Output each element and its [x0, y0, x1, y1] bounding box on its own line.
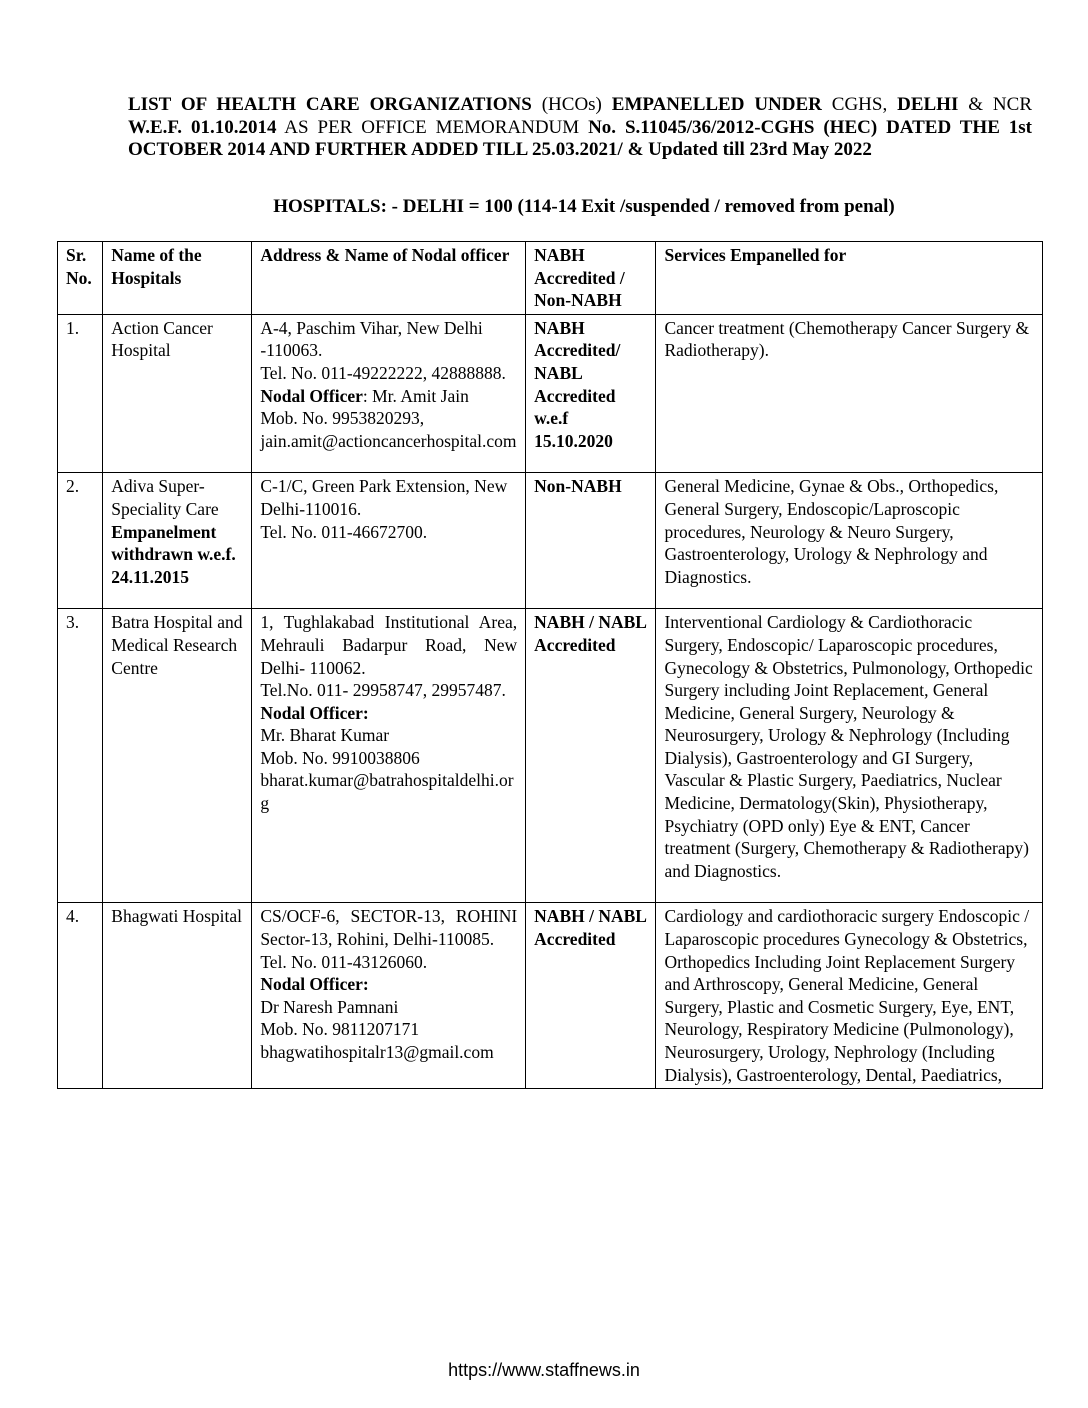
telephone: Tel. No. 011-49222222, 42888888. [260, 362, 506, 383]
title-part-6: & NCR [958, 94, 1032, 115]
nodal-officer-label: Nodal Officer: [260, 702, 369, 723]
row-sr-no: 2. [58, 473, 103, 609]
nodal-officer-label: Nodal Officer: [260, 974, 369, 995]
row-services: Cancer treatment (Chemotherapy Cancer Surgery & Radiotherapy). [656, 314, 1043, 473]
document-title [128, 94, 1032, 162]
mobile-number: Mob. No. 9811207171 [260, 1019, 420, 1040]
title-part-5: DELHI [897, 94, 959, 115]
header-sr-no: Sr. No. [58, 242, 103, 315]
nodal-officer-name: Mr. Bharat Kumar [260, 725, 390, 746]
row-nabh-status: Non-NABH [526, 473, 656, 609]
row-hospital-name [103, 903, 252, 1089]
nodal-officer-label: Nodal Officer [260, 385, 363, 406]
row-address [252, 903, 526, 1089]
title-part-4: CGHS, [821, 94, 898, 115]
address-text: 1, Tughlakabad Institutional Area, Mehrauli Badarpur Road, New Delhi- 110062. [260, 612, 518, 678]
address-text: C-1/C, Green Park Extension, New Delhi-110016. [260, 476, 508, 519]
address-text: A-4, Paschim Vihar, New Delhi -110063. [260, 317, 483, 361]
row-address [252, 609, 526, 903]
header-nabh: NABH Accredited / Non-NABH [526, 242, 656, 315]
hospital-name: Action Cancer Hospital [111, 317, 213, 361]
telephone: Tel.No. 011- 29958747, 29957487. [260, 680, 506, 701]
title-part-9: No. S.11045/36/2012-CGHS (HEC) DATED THE 1st OCTOBER 2014 AND FURTHER ADDED TILL 25.03.2021/ & Updated till 23rd May 2022 [128, 116, 1032, 160]
row-services: Interventional Cardiology & Cardiothoracic Surgery, Endoscopic/ Laparoscopic procedures, Gynecology & Obstetrics, Pulmonology, Orthopedic Surgery including Joint Replacement, General Medicine, General Surgery, Neurology & Neurosurgery, Urology & Nephrology (Including Dialysis), Gastroenterology and GI Surgery, Vascular & Plastic Surgery, Paediatrics, Nuclear Medicine, Dermatology(Skin), Physiotherapy, Psychiatry (OPD only) Eye & ENT, Cancer treatment (Surgery, Chemotherapy & Radiotherapy) and Diagnostics. [656, 609, 1043, 903]
row-hospital-name [103, 473, 252, 609]
row-services: Cardiology and cardiothoracic surgery Endoscopic / Laparoscopic procedures Gynecology & Obstetrics, Orthopedics Including Joint Replacement Surgery and Arthroscopy, General Medicine, General Surgery, Plastic and Cosmetic Surgery, Eye, ENT, Neurology, Respiratory Medicine (Pulmonology), Neurosurgery, Urology, Nephrology (Including Dialysis), Gastroenterology, Dental, Paediatrics, [656, 903, 1043, 1089]
nodal-officer-name: Dr Naresh Pamnani [260, 996, 399, 1017]
row-nabh-status: NABH / NABL Accredited [526, 903, 656, 1089]
row-hospital-name [103, 609, 252, 903]
row-address [252, 314, 526, 473]
table-header-row [58, 242, 1043, 315]
email-address: bhagwatihospitalr13@gmail.com [260, 1042, 494, 1062]
hospital-name: Adiva Super-Speciality Care [111, 476, 219, 519]
mobile-number: Mob. No. 9953820293, [260, 408, 425, 429]
row-address [252, 473, 526, 609]
table-row [58, 473, 1043, 609]
title-part-3: EMPANELLED UNDER [611, 94, 822, 115]
email-address: bharat.kumar@batrahospitaldelhi.org [260, 770, 514, 814]
title-part-1: LIST OF HEALTH CARE ORGANIZATIONS [128, 94, 532, 115]
row-sr-no: 4. [58, 903, 103, 1089]
hospital-name: Batra Hospital and Medical Research Centre [111, 612, 243, 678]
telephone: Tel. No. 011-46672700. [260, 521, 428, 542]
row-sr-no: 1. [58, 314, 103, 473]
title-part-7: W.E.F. 01.10.2014 [128, 116, 277, 138]
nodal-officer [260, 385, 517, 408]
hospitals-table [57, 241, 1043, 1089]
row-nabh-status: NABH Accredited/ NABL Accredited w.e.f 15.10.2020 [526, 314, 656, 473]
row-hospital-name [103, 314, 252, 473]
row-nabh-status: NABH / NABL Accredited [526, 609, 656, 903]
row-sr-no: 3. [58, 609, 103, 903]
title-part-8: AS PER OFFICE MEMORANDUM [276, 116, 589, 138]
hospital-name: Bhagwati Hospital [111, 906, 243, 927]
address-text: CS/OCF-6, SECTOR-13, ROHINI Sector-13, Rohini, Delhi-110085. [260, 906, 518, 950]
email-address: jain.amit@actioncancerhospital.com [260, 430, 517, 451]
title-part-2: (HCOs) [531, 94, 612, 115]
header-address: Address & Name of Nodal officer [252, 242, 526, 315]
mobile-number: Mob. No. 9910038806 [260, 747, 420, 768]
header-services: Services Empanelled for [656, 242, 1043, 315]
telephone: Tel. No. 011-43126060. [260, 951, 428, 972]
document-subtitle: HOSPITALS: - DELHI = 100 (114-14 Exit /suspended / removed from penal) [273, 196, 895, 217]
empanelment-note: Empanelment withdrawn w.e.f. 24.11.2015 [111, 521, 236, 587]
row-services: General Medicine, Gynae & Obs., Orthopedics, General Surgery, Endoscopic/Laproscopic procedures, Neurology & Neuro Surgery, Gastroenterology, Urology & Nephrology and Diagnostics. [656, 473, 1043, 609]
table-row [58, 314, 1043, 473]
table-row [58, 903, 1043, 1089]
footer-url: https://www.staffnews.in [448, 1360, 640, 1380]
table-row [58, 609, 1043, 903]
nodal-officer-name: : Mr. Amit Jain [362, 385, 469, 406]
header-hospital-name: Name of the Hospitals [103, 242, 252, 315]
